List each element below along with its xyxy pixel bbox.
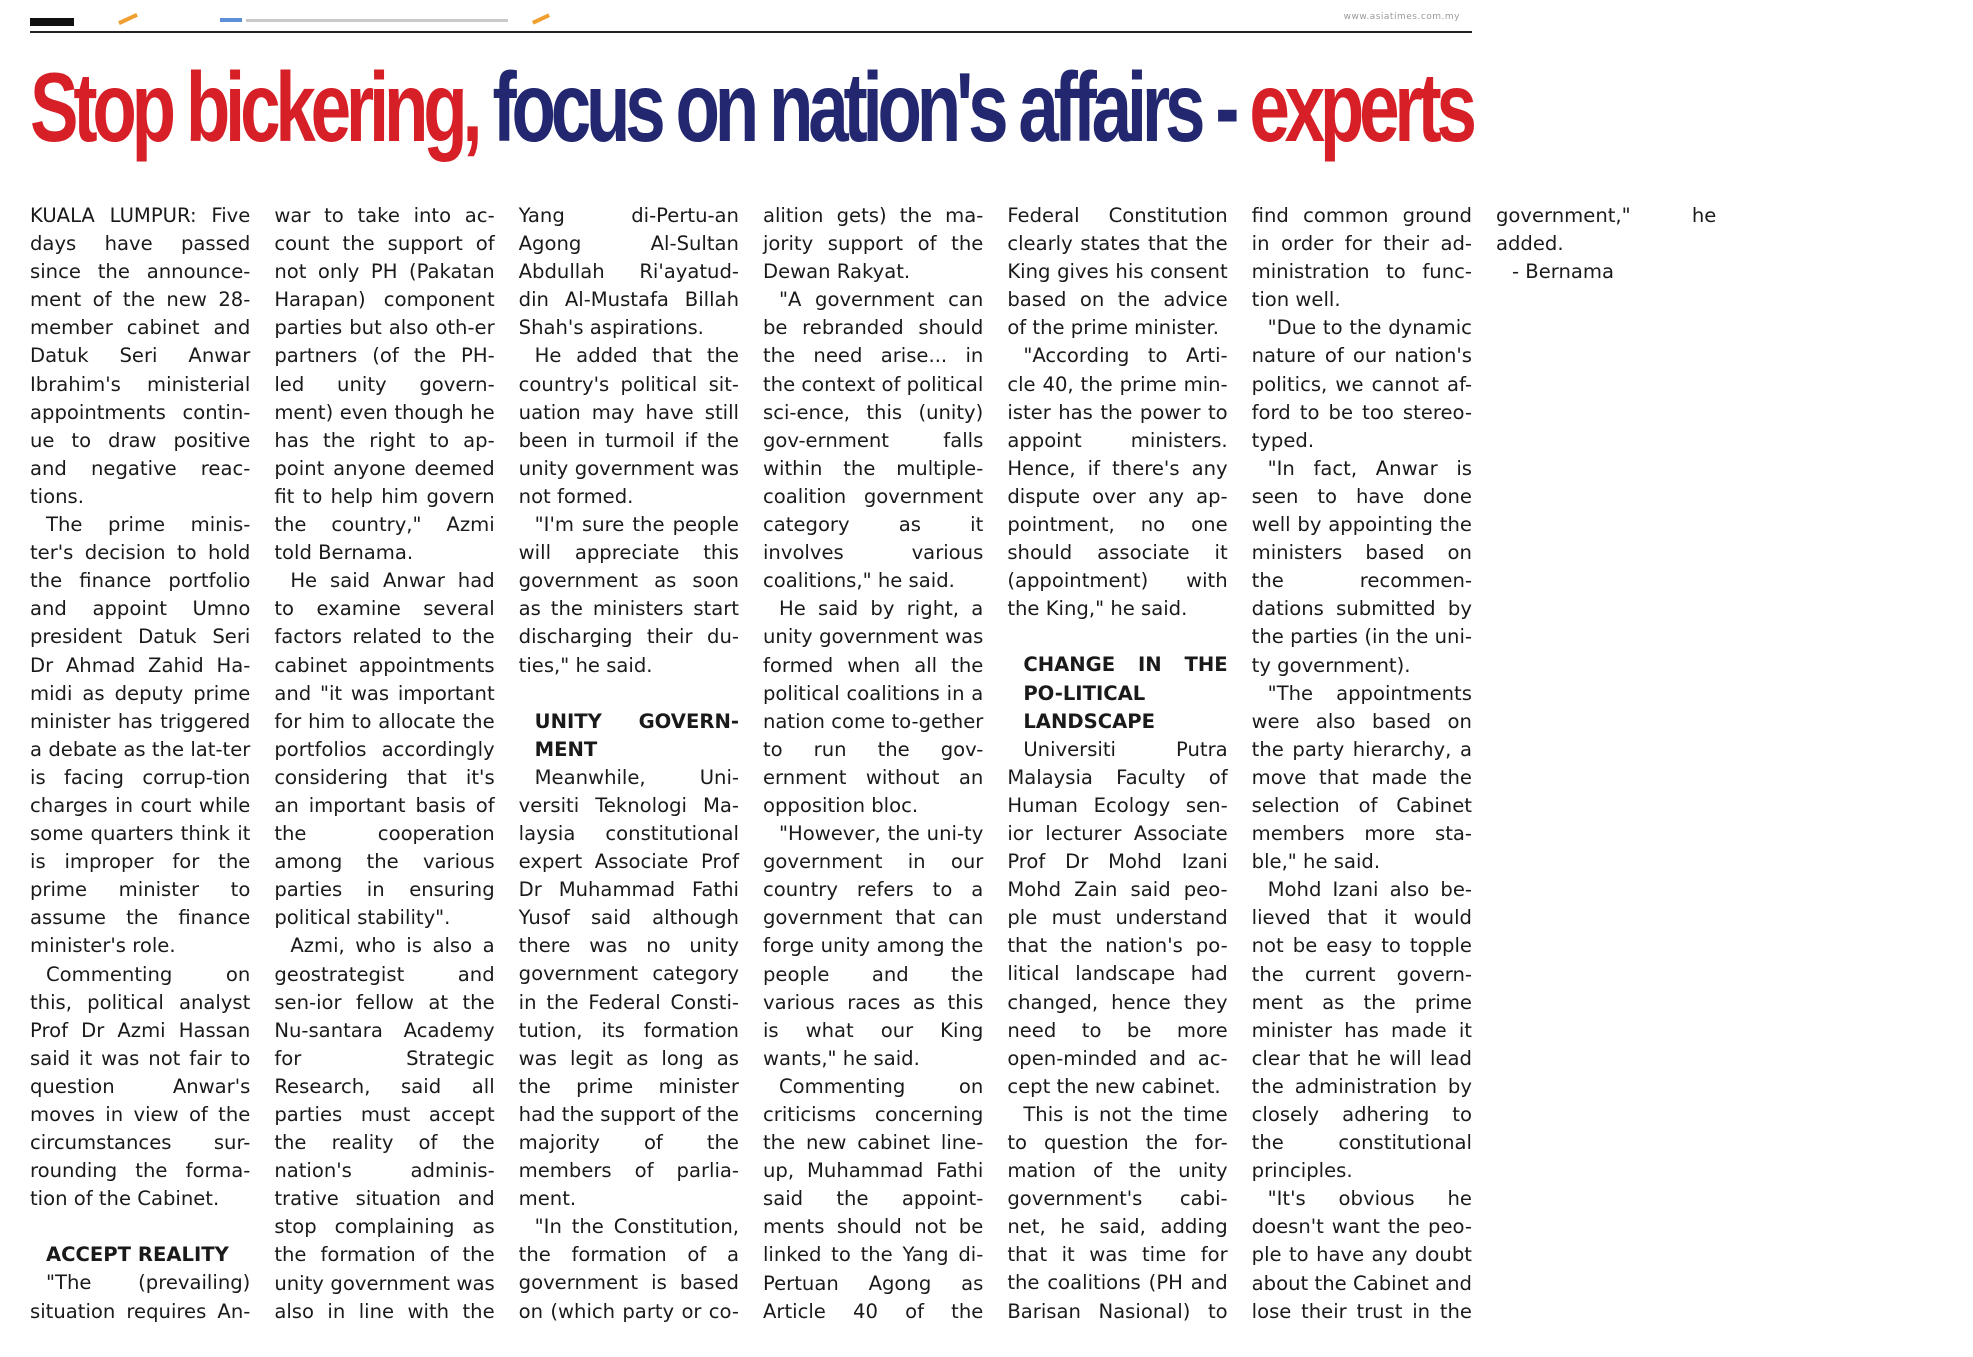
article-body xyxy=(30,202,1717,1332)
paragraph: "I'm sure the people will appreciate this government as soon as the ministers start discharging their du-ties," he said. xyxy=(518,513,739,677)
paragraph: He added that the country's political sit-uation may have still been in turmoil if the unity government was not formed. xyxy=(518,344,739,508)
byline: - Bernama xyxy=(1511,260,1614,284)
masthead-rule xyxy=(30,31,1472,33)
headline-part-red: Stop bickering, xyxy=(30,52,478,162)
paragraph: He said by right, a unity government was formed when all the political coalitions in a nation come to-gether to run the gov-ernment without an opposition bloc. xyxy=(762,597,984,817)
masthead-faded-text xyxy=(246,19,508,22)
paragraph: Universiti Putra Malaysia Faculty of Human Ecology sen-ior lecturer Associate Prof Dr Mohd Izani Mohd Zain said peo-ple must understand that the nation's po-litical landscape had changed, hence they need to be more open-minded and ac-cept the new cabinet. xyxy=(1007,737,1228,1098)
paragraph: Commenting on criticisms concerning the new cabinet line-up, Muhammad Fathi said the appoint-ments should not be linked to the Yang di-Pertuan Agong as Article 40 of the Federal Constitution clearly states that the King gives his consent based on the advice of the prime minister. xyxy=(762,204,1228,1323)
headline-part-blue: focus on nation's affairs - xyxy=(477,52,1250,162)
paragraph: Mohd Izani also be-lieved that it would not be easy to topple the current govern-ment as the prime minister has made it clear that he will lead the administration by closely adhering to the constitutional principles. xyxy=(1251,878,1472,1183)
paragraph: "A government can be rebranded should the need arise... in the context of political sci-ence, this (unity) gov-ernment falls within the multiple-coalition government category as it involves various coalitions," he said. xyxy=(762,288,984,593)
masthead-strip xyxy=(0,0,1500,40)
paragraph: Commenting on this, political analyst Prof Dr Azmi Hassan said it was not fair to question Anwar's moves in view of the circumstances sur-rounding the forma-tion of the Cabinet. xyxy=(30,962,251,1211)
paragraph: "The (prevailing) situation requires An-war to take into ac-count the support of not only PH (Pakatan Harapan) component parties but also oth-er partners (of the PH-led unity govern-ment) even though he has the right to ap-point anyone deemed fit to help him govern the country," Azmi told Bernama. xyxy=(30,204,495,1323)
paragraph: "In fact, Anwar is seen to have done well by appointing the ministers based on the recommen-dations submitted by the parties (in the uni-ty government). xyxy=(1251,456,1472,677)
paragraph: "It's obvious he doesn't want the peo-ple to have any doubt about the Cabinet and lose their trust in the government," he added. xyxy=(1251,204,1717,1323)
paragraph: "The appointments were also based on the party hierarchy, a move that made the selection of Cabinet members more sta-ble," he said. xyxy=(1251,681,1472,874)
paragraph: KUALA LUMPUR: Five days have passed since the announce-ment of the new 28-member cabinet and Datuk Seri Anwar Ibrahim's ministerial appointments contin-ue to draw positive and negative reac-tions. xyxy=(30,204,251,508)
paragraph: The prime minis-ter's decision to hold the finance portfolio and appoint Umno president Datuk Seri Dr Ahmad Zahid Ha-midi as deputy prime minister has triggered a debate as the lat-ter is facing corrup-tion charges in court while some quarters think it is improper for the prime minister to assume the finance minister's role. xyxy=(30,513,251,958)
paragraph: "According to Arti-cle 40, the prime min-ister has the power to appoint ministers. Hence, if there's any dispute over any ap-pointment, no one should associate it (appointment) with the King," he said. xyxy=(1007,344,1228,621)
paragraph: Azmi, who is also a geostrategist and sen-ior fellow at the Nu-santara Academy for Strategic Research, said all parties must accept the reality of the nation's adminis-trative situation and stop complaining as the formation of the unity government was also in line with the Yang di-Pertu-an Agong Al-Sultan Abdullah Ri'ayatud-din Al-Mustafa Billah Shah's aspirations. xyxy=(274,204,739,1323)
headline xyxy=(30,48,1472,166)
masthead-url: www.asiatimes.com.my xyxy=(1343,12,1460,22)
subheading: CHANGE IN THE PO-LITICAL LANDSCAPE xyxy=(1023,653,1228,733)
paragraph: "In the Constitution, the formation of a government is based on (which party or co-alition gets) the ma-jority support of the Dewan Rakyat. xyxy=(518,204,984,1323)
paragraph: "Due to the dynamic nature of our nation's politics, we cannot af-ford to be too stereo-typed. xyxy=(1251,316,1472,452)
masthead-accent xyxy=(118,13,138,25)
paragraph: He said Anwar had to examine several factors related to the cabinet appointments and "it was important for him to allocate the portfolios accordingly considering that it's an important basis of the cooperation among the various parties in ensuring political stability". xyxy=(274,569,495,930)
subheading: ACCEPT REALITY xyxy=(46,1243,229,1267)
subheading: UNITY GOVERN-MENT xyxy=(534,709,739,761)
paragraph: This is not the time to question the for-mation of the unity government's cabi-net, he said, adding that it was time for the coalitions (PH and Barisan Nasional) to find common ground in order for their ad-ministration to func-tion well. xyxy=(1007,204,1472,1323)
paragraph: Meanwhile, Uni-versiti Teknologi Ma-laysia constitutional expert Associate Prof Dr Muhammad Fathi Yusof said although there was no unity government category in the Federal Consti-tution, its formation was legit as long as the prime minister had the support of the majority of the members of parlia-ment. xyxy=(518,765,739,1211)
masthead-accent xyxy=(220,18,242,22)
masthead-accent xyxy=(532,13,550,24)
masthead-mark xyxy=(30,18,74,26)
headline-part-red-end: experts xyxy=(1249,52,1472,162)
paragraph: "However, the uni-ty government in our country refers to a government that can forge unity among the people and the various races as this is what our King wants," he said. xyxy=(762,822,984,1070)
